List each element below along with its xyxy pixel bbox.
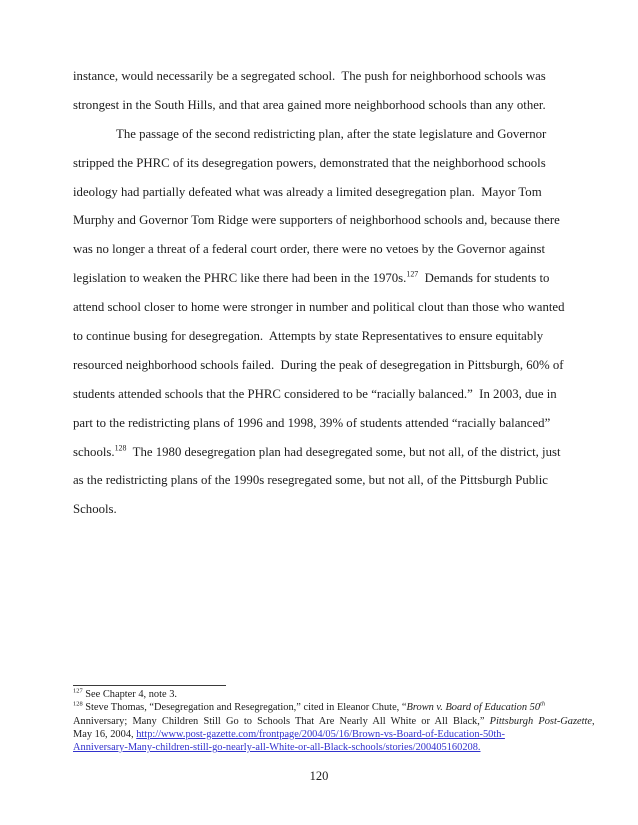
body-text-line [73,351,573,380]
body-text-line [73,264,573,293]
footnote-line [73,741,573,754]
footnote-line [73,701,573,714]
body-text-line [73,235,573,264]
footnote-reference: th [540,700,546,708]
text-segment: resourced neighborhood schools failed. During the peak of desegregation in Pittsburgh, 60% of [73,357,564,372]
text-segment: as the redistricting plans of the 1990s resegregated some, but not all, of the Pittsburgh Public [73,473,548,488]
footnote-line [73,715,595,728]
body-text-line [73,466,573,495]
text-segment: Anniversary; Many Children Still Go to Schools That Are Nearly All White or All Black,” [73,715,490,727]
text-segment: Brown v. Board of Education [406,702,528,714]
text-segment: The 1980 desegregation plan had desegregated some, but not all, of the district, just [126,444,561,459]
text-segment: was no longer a threat of a federal court order, there were no vetoes by the Governor against [73,242,546,257]
text-segment: instance, would necessarily be a segregated school. The push for neighborhood schools was [73,69,546,83]
text-segment: stripped the PHRC of its desegregation powers, demonstrated that the neighborhood schools [73,155,546,170]
footnote-line [73,688,573,701]
text-segment: attend school closer to home were stronger in number and political clout than those who wanted [73,300,565,315]
text-segment: students attended schools that the PHRC considered to be “racially balanced.” In 2003, due in [73,386,557,401]
footnote-separator [73,685,226,686]
footnotes-section [73,687,595,754]
body-text-line [73,178,573,207]
text-segment: The passage of the second redistricting plan, after the state legislature and Governor [116,126,547,141]
footnote-url-link[interactable]: http://www.post-gazette.com/frontpage/2004/05/16/Brown-vs-Board-of-Education-50th- [136,728,505,740]
text-segment: 50 [527,702,541,714]
body-text-line [73,322,573,351]
body-text-line [73,409,573,438]
text-segment: to continue busing for desegregation. Attempts by state Representatives to ensure equitably [73,329,544,344]
text-segment: Schools. [73,502,117,517]
document-body [73,62,573,524]
body-text-line [73,293,573,322]
text-segment: legislation to weaken the PHRC like there had been in the 1970s. [73,271,407,286]
text-segment: part to the redistricting plans of 1996 and 1998, 39% of students attended “racially balanced” [73,415,551,430]
body-text-line [73,149,573,178]
footnote-reference: 128 [73,700,83,708]
text-segment: strongest in the South Hills, and that area gained more neighborhood schools than any other. [73,97,546,112]
footnote-reference: 128 [114,443,127,453]
text-segment: Murphy and Governor Tom Ridge were supporters of neighborhood schools and, because there [73,213,560,228]
footnote-reference: 127 [73,687,83,695]
footnote-line [73,728,573,741]
body-text-line [73,62,573,91]
body-text-line [73,120,573,149]
text-segment: Demands for students to [418,271,550,286]
footnote-url-link[interactable]: Anniversary-Many-children-still-go-nearly-all-White-or-all-Black-schools/stories/200405160208. [73,742,481,754]
footnote-reference: 127 [406,269,419,279]
page-number: 120 [309,769,329,783]
body-text-line [73,206,573,235]
body-text-line [73,438,573,467]
text-segment: Pittsburgh Post-Gazette [489,715,593,727]
text-segment: ideology had partially defeated what was already a limited desegregation plan. Mayor Tom [73,184,542,199]
text-segment: , [592,715,595,727]
text-segment: Steve Thomas, “Desegregation and Resegregation,” cited in Eleanor Chute, “ [82,702,407,714]
body-text-line [73,495,573,524]
body-text-line [73,91,573,120]
text-segment: May 16, 2004, [73,728,137,740]
text-segment: schools. [73,444,115,459]
text-segment: See Chapter 4, note 3. [82,689,178,700]
body-text-line [73,380,573,409]
